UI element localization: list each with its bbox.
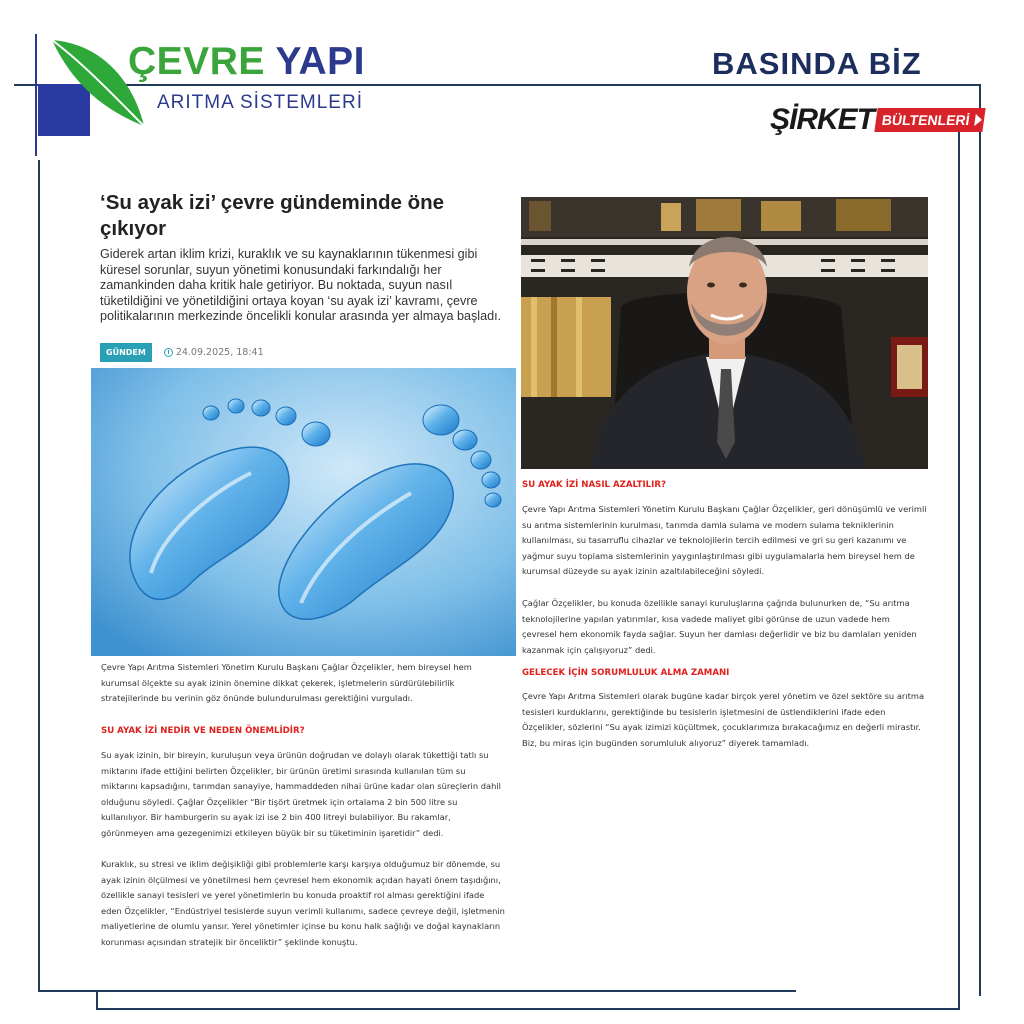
- heading-what-is: SU AYAK İZİ NEDİR VE NEDEN ÖNEMLİDİR?: [101, 726, 305, 736]
- article-para2: Kuraklık, su stresi ve iklim değişikliği gibi problemlerle karşı karşıya olduğumuz bir dönemde, su ayak izinin ölçülmesi ve yönetilmesi hem çevresel hem ekonomik açıdan hayati önem taşıdığını, özellikle sanayi tesisleri ve yerel yönetimlerin bu konuda proaktif rol alması gerektiğini ifade eden Özçelikler, “Endüstriyel tesislerde suyun verimli kullanımı, sadece çevreye değil, işletmenin maliyetlerine de olumlu yansır. Yerel yönetimler içinse bu konu halk sağlığı ve doğal kaynakların korunması açısından stratejik bir önceliktir” şeklinde konuştu.: [101, 859, 505, 947]
- article-para4: Çağlar Özçelikler, bu konuda özellikle sanayi kuruluşlarına çağrıda bulunurken de, “Su arıtma teknolojilerine yapılan yatırımlar, kısa vadede maliyet gibi görünse de uzun vadede hem çevresel hem ekonomik fayda sağlar. Suyun her damlası değerlidir ve biz bu damlaları yeniden kazanmak için çalışıyoruz” dedi.: [522, 598, 917, 655]
- heading-how-to-reduce: SU AYAK İZİ NASIL AZALTILIR?: [522, 480, 666, 490]
- article-title: ‘Su ayak izi’ çevre gündeminde öne çıkıyor: [100, 191, 445, 240]
- portrait-photo: [521, 197, 928, 469]
- frame-right-line: [979, 84, 981, 996]
- frame-inner-left-line: [96, 990, 98, 1010]
- article-meta: [100, 343, 264, 362]
- frame-inner-right-line: [958, 130, 960, 1010]
- logo-subtitle: ARITMA SİSTEMLERİ: [157, 92, 363, 113]
- water-footprint-image: [91, 368, 516, 656]
- category-badge[interactable]: GÜNDEM: [100, 343, 152, 362]
- company-logo: [14, 34, 374, 164]
- frame-bottom-line: [38, 990, 796, 992]
- frame-left-line: [38, 160, 40, 992]
- article-lead: Giderek artan iklim krizi, kuraklık ve su kaynaklarının tükenmesi gibi küresel sorunlar, suyun yönetimi konusundaki farkındalığı her zamankinden daha kritik hale getiriyor. Bu noktada, suyun nasıl tüketildiğini ve yönetildiğini ortaya koyan ‘su ayak izi’ kavramı, çevre politikalarının merkezinde öncelikli konular arasında yer almaya başladı.: [100, 247, 502, 324]
- section-label: BASINDA BİZ: [712, 46, 922, 81]
- source-logo-word: ŞİRKET: [770, 103, 875, 136]
- article-para3: Çevre Yapı Arıtma Sistemleri Yönetim Kurulu Başkanı Çağlar Özçelikler, geri dönüşümlü ve verimli su arıtma sistemlerinin kurulması, tarımda damla sulama ve modern sulama tekniklerinin kullanılması, su tasarruflu cihazlar ve teknolojilerin tercih edilmesi ve gri su geri kazanımı ve yağmur suyu toplama sistemlerinin yaygınlaştırılması gibi uygulamalarla hem bireysel hem de kurumsal düzeyde su ayak izinin azaltılabileceğini söyledi.: [522, 504, 927, 577]
- logo-title: [128, 40, 365, 84]
- source-logo: [770, 102, 984, 138]
- article-para1: Su ayak izinin, bir bireyin, kuruluşun veya ürünün doğrudan ve dolaylı olarak tükettiği tatlı su miktarını ifade ettiğini belirten Özçelikler, bir ürünün üretimi sırasında kullanılan tüm su miktarını kapsadığını, tarımdan sanayiye, hammaddeden nihai ürüne kadar olan süreçlerin dahil olduğunu söyledi. Çağlar Özçelikler “Bir tişört üretmek için ortalama 2 bin 500 litre su kullanılıyor. Bir hamburgerin su ayak izi ise 2 bin 400 litreyi bulabiliyor. Bu rakamlar, görünmeyen ama gezegenimizi etkileyen büyük bir su tüketiminin işaretidir” dedi.: [101, 750, 501, 838]
- frame-inner-bottom-line: [96, 1008, 958, 1010]
- article-intro: Çevre Yapı Arıtma Sistemleri Yönetim Kurulu Başkanı Çağlar Özçelikler, hem bireysel hem kurumsal ölçekte su ayak izinin önemine dikkat çekerek, işletmelerin sürdürülebilirlik stratejilerinde bu verinin göz önünde bulundurulması gerektiğini vurguladı.: [101, 662, 472, 704]
- clock-icon: [164, 348, 173, 357]
- article-date: [164, 347, 264, 358]
- article-date-text: 24.09.2025, 18:41: [175, 347, 264, 358]
- article-para5: Çevre Yapı Arıtma Sistemleri olarak bugüne kadar birçok yerel yönetim ve özel sektöre su arıtma tesisleri kurduklarını, gerektiğinde bu tesislerin işletmesini de üstlendiklerini ifade eden Özçelikler, sözlerini “Su ayak izimizi küçültmek, çocuklarımıza bırakacağımız en değerli mirastır. Biz, bu miras için bugünden sorumluluk alıyoruz” diyerek tamamladı.: [522, 691, 925, 748]
- logo-title-part2: YAPI: [275, 40, 365, 83]
- source-logo-tag: BÜLTENLERİ: [874, 108, 985, 132]
- heading-responsibility: GELECEK İÇİN SORUMLULUK ALMA ZAMANI: [522, 668, 730, 678]
- logo-title-part1: ÇEVRE: [128, 40, 265, 83]
